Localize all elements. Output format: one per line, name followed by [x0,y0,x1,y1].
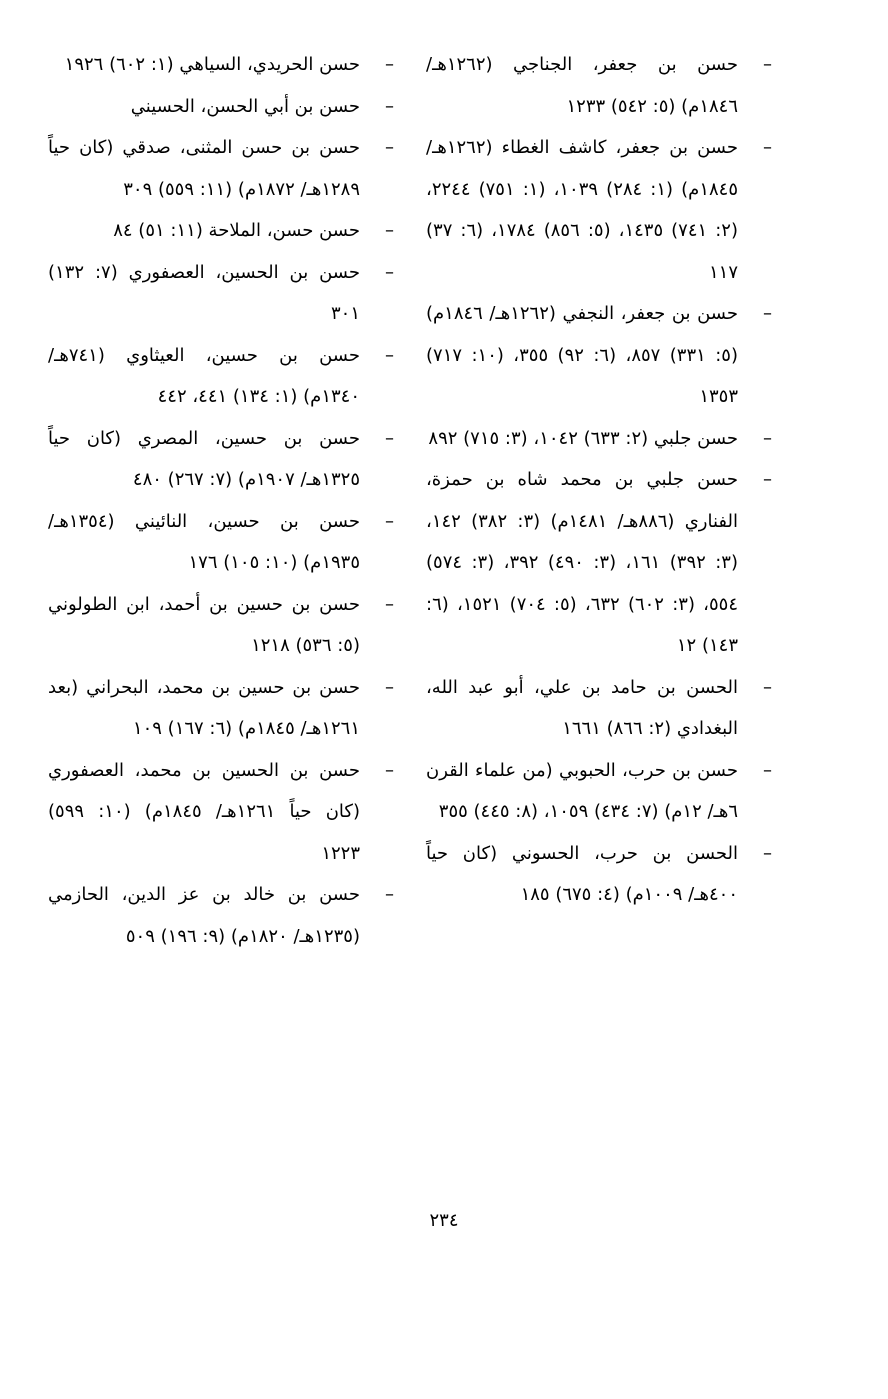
index-entry [48,418,394,501]
index-entry [426,127,772,293]
index-entry [426,44,772,127]
entry-text: حسن بن حسن المثنى، صدقي (كان حياً ١٢٨٩هـ/ ١٨٧٢م) (١١: ٥٥٩) ٣٠٩ [48,137,360,200]
entry-dash: – [385,261,394,283]
entry-dash: – [763,427,772,449]
entry-dash: – [385,676,394,698]
index-entry [48,584,394,667]
index-entry [48,335,394,418]
index-entry [48,44,394,86]
index-entry [48,874,394,957]
index-entry [48,210,394,252]
index-entry [426,293,772,418]
entry-dash: – [385,884,394,905]
entry-dash: – [385,344,394,366]
entry-text: حسن جلبي (٢: ٦٣٣) ١٠٤٢، (٣: ٧١٥) ٨٩٢ [428,427,738,449]
entry-text: حسن بن جعفر، النجفي (١٢٦٢هـ/ ١٨٤٦م) (٥: ٣٣١) ٨٥٧، (٦: ٩٢) ٣٥٥، (١٠: ٧١٧) ١٣٥٣ [426,303,738,407]
entry-dash: – [385,427,394,449]
entry-text: حسن بن أبي الحسن، الحسيني [130,95,360,117]
entry-text: حسن بن الحسين، العصفوري (٧: ١٣٢) ٣٠١ [48,261,360,324]
index-column-left [48,44,394,957]
entry-text: حسن بن خالد بن عز الدين، الحازمي (١٢٣٥هـ/ ١٨٢٠م) (٩: ١٩٦) ٥٠٩ [48,884,360,947]
entry-dash: – [763,469,772,490]
entry-dash: – [385,220,394,241]
entry-dash: – [763,54,772,75]
entry-text: حسن الحريدي، السياهي (١: ٦٠٢) ١٩٢٦ [64,54,360,75]
entry-text: حسن حسن، الملاحة (١١: ٥١) ٨٤ [113,220,360,241]
index-entry [48,501,394,584]
entry-text: حسن جلبي بن محمد شاه بن حمزة، الفناري (٨٨٦هـ/ ١٤٨١م) (٣: ٣٨٢) ١٤٢، (٣: ٣٩٢) ١٦١، (٣: ٤٩٠) ٣٩٢، (٣: ٥٧٤) ٥٥٤، (٣: ٦٠٢) ٦٣٢، (٥: ٧٠٤) ١٥٢١، (٦: ١٤٣) ١٢ [426,469,738,656]
entry-dash: – [385,95,394,117]
entry-text: حسن بن حسين، النائيني (١٣٥٤هـ/ ١٩٣٥م) (١٠: ١٠٥) ١٧٦ [48,510,360,573]
entry-dash: – [763,137,772,158]
index-entry [48,750,394,875]
index-entry [48,667,394,750]
entry-text: الحسن بن حامد بن علي، أبو عبد الله، البغدادي (٢: ٨٦٦) ١٦٦١ [426,676,738,739]
entry-dash: – [385,510,394,532]
entry-dash: – [763,303,772,324]
index-entry [48,127,394,210]
entry-dash: – [763,676,772,698]
entry-text: حسن بن حسين، العيثاوي (٧٤١هـ/ ١٣٤٠م) (١: ١٣٤) ٤٤١، ٤٤٢ [48,344,360,407]
entry-text: حسن بن جعفر، الجناجي (١٢٦٢هـ/ ١٨٤٦م) (٥: ٥٤٢) ١٢٣٣ [426,54,738,117]
entry-text: حسن بن حسين بن محمد، البحراني (بعد ١٢٦١هـ/ ١٨٤٥م) (٦: ١٦٧) ١٠٩ [48,676,360,739]
index-entry [426,750,772,833]
entry-text: الحسن بن حرب، الحسوني (كان حياً ٤٠٠هـ/ ١٠٠٩م) (٤: ٦٧٥) ١٨٥ [426,842,738,905]
entry-dash: – [385,54,394,75]
entry-text: حسن بن الحسين بن محمد، العصفوري (كان حياً ١٢٦١هـ/ ١٨٤٥م) (١٠: ٥٩٩) ١٢٢٣ [48,759,360,864]
entry-text: حسن بن حسين، المصري (كان حياً ١٣٢٥هـ/ ١٩٠٧م) (٧: ٢٦٧) ٤٨٠ [48,427,360,490]
entry-text: حسن بن حسين بن أحمد، ابن الطولوني (٥: ٥٣٦) ١٢١٨ [48,593,360,656]
index-entry [48,86,394,128]
entry-dash: – [385,593,394,615]
index-entry [426,418,772,460]
entry-dash: – [385,137,394,158]
entry-dash: – [385,759,394,781]
entry-dash: – [763,759,772,781]
index-column-right [426,44,772,916]
page-number: ٢٣٤ [429,1210,459,1231]
entry-dash: – [763,842,772,864]
entry-text: حسن بن جعفر، كاشف الغطاء (١٢٦٢هـ/ ١٨٤٥م) (١: ٢٨٤) ١٠٣٩، (١: ٧٥١) ٢٢٤٤، (٢: ٧٤١) ١٤٣٥، (٥: ٨٥٦) ١٧٨٤، (٦: ٣٧) ١١٧ [426,137,738,283]
entry-text: حسن بن حرب، الحبوبي (من علماء القرن ٦هـ/ ١٢م) (٧: ٤٣٤) ١٠٥٩، (٨: ٤٤٥) ٣٥٥ [426,759,738,822]
index-entry [48,252,394,335]
index-entry [426,459,772,667]
index-entry [426,667,772,750]
index-entry [426,833,772,916]
